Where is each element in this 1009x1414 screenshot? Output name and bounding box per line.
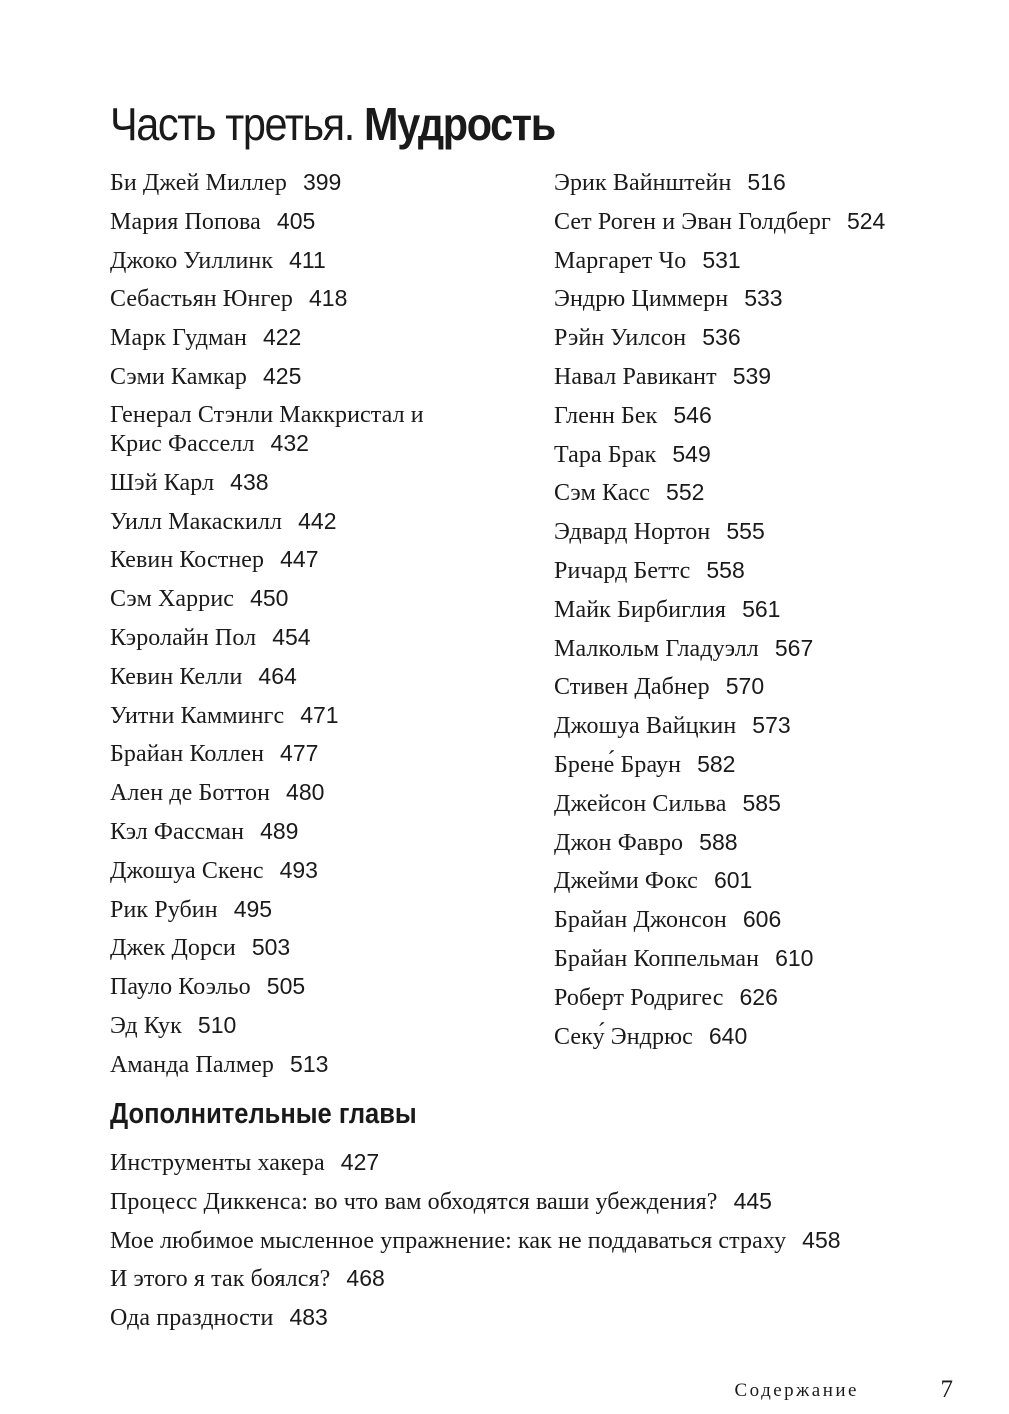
- toc-entry[interactable]: [110, 658, 530, 697]
- toc-entry[interactable]: [110, 541, 530, 580]
- toc-entry-name: Джоко Уиллинк: [110, 247, 274, 274]
- toc-entry-page: 513: [290, 1050, 329, 1077]
- toc-entry-name: Секу́ Эндрюс: [554, 1023, 693, 1050]
- toc-entry-page: 505: [266, 973, 306, 1000]
- toc-entry-name: Сэми Камкар: [110, 363, 248, 390]
- toc-entry[interactable]: [554, 1018, 974, 1057]
- part-name: Мудрость: [364, 98, 555, 150]
- toc-entry-name: Марк Гудман: [110, 325, 247, 352]
- toc-entry-name: Би Джей Миллер: [110, 170, 287, 196]
- toc-entry-name: Ричард Беттс: [554, 557, 691, 584]
- toc-entry[interactable]: [110, 319, 530, 358]
- toc-entry[interactable]: [554, 358, 974, 397]
- toc-entry-page: 516: [747, 169, 786, 195]
- toc-entry-page: 601: [713, 867, 753, 894]
- toc-entry-page: 533: [744, 285, 783, 312]
- toc-entry-page: 546: [673, 401, 712, 428]
- toc-entry-name: Кевин Келли: [110, 663, 243, 690]
- toc-entry-page: 411: [289, 246, 326, 273]
- extra-entry-page: 445: [733, 1187, 772, 1214]
- toc-entry[interactable]: [110, 464, 530, 503]
- toc-entry-page: 573: [752, 712, 791, 739]
- page-footer: [0, 1376, 1009, 1408]
- toc-entry[interactable]: [110, 242, 530, 281]
- toc-entry-page: 480: [286, 779, 325, 806]
- toc-entry[interactable]: [554, 242, 974, 281]
- toc-entry[interactable]: [554, 668, 974, 707]
- toc-entry-page: 610: [775, 944, 814, 971]
- toc-entry[interactable]: [554, 552, 974, 591]
- toc-entry-page: 454: [272, 623, 311, 650]
- toc-entry-page: 471: [300, 701, 339, 728]
- toc-entry-name: Уилл Макаскилл: [110, 508, 283, 535]
- toc-entry[interactable]: [554, 707, 974, 746]
- toc-entry[interactable]: [554, 591, 974, 630]
- extra-section-title: Дополнительные главы: [110, 1098, 417, 1130]
- toc-entry-name: Рик Рубин: [110, 896, 218, 923]
- toc-entry[interactable]: [554, 513, 974, 552]
- toc-entry-page: 552: [666, 479, 705, 506]
- toc-entry[interactable]: [554, 203, 974, 242]
- extra-entry-page: 468: [346, 1265, 385, 1292]
- toc-entry-page: 399: [302, 169, 342, 195]
- toc-entry[interactable]: [110, 397, 440, 464]
- toc-entry-page: 418: [308, 285, 348, 312]
- toc-entry-name: Кевин Костнер: [110, 547, 265, 574]
- toc-entry-name: Брайан Коппельман: [554, 945, 760, 972]
- toc-entry-page: 536: [702, 324, 741, 351]
- toc-left-column: [110, 164, 530, 1085]
- toc-entry-name: Майк Бирбиглия: [554, 596, 727, 623]
- toc-entry-page: 567: [774, 634, 814, 661]
- toc-entry-page: 438: [230, 468, 269, 495]
- toc-entry-name: Джошуа Вайцкин: [554, 713, 737, 740]
- toc-entry-name: Эд Кук: [110, 1012, 182, 1039]
- toc-entry-name: Джон Фавро: [554, 829, 684, 856]
- toc-entry-page: 464: [258, 662, 297, 689]
- extra-entry-name: Инструменты хакера: [110, 1150, 325, 1176]
- toc-entry-page: 531: [702, 246, 741, 273]
- toc-entry[interactable]: [110, 891, 530, 930]
- toc-entry[interactable]: [554, 824, 974, 863]
- extra-entry[interactable]: [110, 1299, 930, 1338]
- toc-entry[interactable]: [554, 940, 974, 979]
- toc-entry-name: Брене́ Браун: [554, 751, 682, 778]
- toc-entry-name: Малкольм Гладуэлл: [554, 635, 759, 662]
- toc-entry-page: 422: [262, 324, 302, 351]
- toc-entry-page: 495: [233, 895, 273, 922]
- toc-entry[interactable]: [554, 319, 974, 358]
- toc-entry-name: Сэм Харрис: [110, 586, 235, 613]
- toc-entry[interactable]: [110, 735, 530, 774]
- toc-entry-name: Рэйн Уилсон: [554, 325, 687, 352]
- toc-entry[interactable]: [110, 503, 530, 542]
- toc-entry-name: Уитни Каммингс: [110, 702, 285, 729]
- toc-entry-name: Джейсон Сильва: [554, 790, 727, 817]
- toc-entry-page: 489: [260, 817, 299, 844]
- extra-entry[interactable]: [110, 1183, 930, 1222]
- part-label: Часть третья.: [110, 98, 354, 150]
- toc-entry-name: Шэй Карл: [110, 469, 215, 496]
- extra-section-list: [110, 1144, 930, 1338]
- toc-entry-page: 425: [263, 362, 302, 389]
- toc-entry-name: Брайан Коллен: [110, 741, 265, 768]
- toc-entry-page: 524: [846, 207, 886, 234]
- toc-entry-page: 582: [697, 750, 736, 777]
- running-footer-label: Содержание: [734, 1380, 859, 1401]
- toc-entry-page: 549: [672, 440, 711, 467]
- extra-entry-page: 458: [802, 1226, 841, 1253]
- toc-entry[interactable]: [110, 1007, 530, 1046]
- toc-entry-name: Кэл Фассман: [110, 818, 245, 845]
- toc-entry[interactable]: [110, 852, 530, 891]
- extra-entry-name: Процесс Диккенса: во что вам обходятся ваши убеждения?: [110, 1188, 718, 1215]
- toc-entry-page: 539: [732, 362, 772, 389]
- extra-entry-name: Ода праздности: [110, 1305, 274, 1332]
- toc-entry[interactable]: [110, 697, 530, 736]
- page-number: 7: [940, 1376, 953, 1403]
- toc-entry-name: Эдвард Нортон: [554, 519, 711, 546]
- toc-entry-name: Джошуа Скенс: [110, 857, 264, 884]
- toc-entry-name: Брайан Джонсон: [554, 907, 727, 934]
- toc-entry-page: 570: [725, 673, 765, 700]
- toc-entry-page: 405: [276, 207, 316, 234]
- toc-entry[interactable]: [110, 164, 530, 203]
- extra-entry[interactable]: [110, 1222, 930, 1261]
- toc-entry-page: 510: [197, 1011, 237, 1038]
- toc-entry-page: 477: [280, 740, 319, 767]
- extra-entry[interactable]: [110, 1144, 930, 1183]
- part-title: [110, 96, 555, 152]
- toc-entry-name: Роберт Родригес: [554, 984, 724, 1011]
- toc-entry-name: Ален де Боттон: [110, 780, 271, 807]
- toc-entry-name: Себастьян Юнгер: [110, 286, 293, 313]
- toc-entry-page: 447: [280, 546, 319, 573]
- toc-entry[interactable]: [110, 929, 530, 968]
- toc-entry[interactable]: [110, 619, 530, 658]
- toc-entry-page: 626: [739, 983, 778, 1010]
- toc-entry-name: Джек Дорси: [110, 935, 236, 962]
- toc-entry-name: Кэролайн Пол: [110, 624, 257, 651]
- toc-entry[interactable]: [110, 1046, 530, 1085]
- toc-entry[interactable]: [554, 164, 974, 203]
- toc-entry[interactable]: [110, 968, 530, 1007]
- toc-entry[interactable]: [110, 580, 530, 619]
- toc-entry[interactable]: [554, 280, 974, 319]
- toc-entry-name: Маргарет Чо: [554, 247, 687, 274]
- toc-entry-page: 555: [726, 518, 765, 545]
- toc-entry-page: 442: [298, 507, 337, 534]
- toc-entry-page: 503: [251, 934, 291, 961]
- toc-entry[interactable]: [110, 774, 530, 813]
- toc-entry-page: 561: [742, 595, 781, 622]
- toc-entry-page: 585: [742, 789, 781, 816]
- toc-entry-name: Эрик Вайнштейн: [554, 170, 732, 196]
- toc-entry[interactable]: [554, 785, 974, 824]
- toc-entry[interactable]: [554, 979, 974, 1018]
- toc-entry-page: 588: [699, 828, 738, 855]
- toc-entry[interactable]: [110, 280, 530, 319]
- toc-entry-name: Навал Равикант: [554, 363, 717, 390]
- extra-entry[interactable]: [110, 1260, 930, 1299]
- extra-entry-page: 427: [340, 1149, 380, 1175]
- toc-entry[interactable]: [110, 358, 530, 397]
- toc-entry-name: Аманда Палмер: [110, 1051, 275, 1078]
- toc-entry[interactable]: [110, 203, 530, 242]
- toc-entry-name: Сет Роген и Эван Голдберг: [554, 208, 831, 235]
- toc-entry[interactable]: [554, 862, 974, 901]
- toc-entry-page: 493: [279, 856, 318, 883]
- toc-entry-name: Генерал Стэнли Маккристал и Крис Фасселл: [110, 401, 424, 457]
- toc-entry[interactable]: [554, 901, 974, 940]
- toc-entry-page: 640: [708, 1022, 748, 1049]
- toc-entry-page: 432: [270, 429, 309, 456]
- toc-entry-name: Стивен Дабнер: [554, 674, 710, 701]
- extra-entry-name: И этого я так боялся?: [110, 1266, 331, 1293]
- toc-right-column: [554, 164, 974, 1056]
- toc-entry-page: 558: [706, 556, 745, 583]
- toc-entry-page: 606: [742, 906, 782, 933]
- toc-entry-name: Пауло Коэльо: [110, 974, 251, 1001]
- extra-entry-name: Мое любимое мысленное упражнение: как не поддаваться страху: [110, 1227, 787, 1254]
- toc-entry[interactable]: [554, 474, 974, 513]
- toc-entry[interactable]: [554, 746, 974, 785]
- toc-entry-name: Джейми Фокс: [554, 868, 698, 895]
- toc-entry-name: Эндрю Циммерн: [554, 286, 729, 313]
- toc-entry[interactable]: [110, 813, 530, 852]
- toc-entry[interactable]: [554, 630, 974, 669]
- toc-entry-name: Тара Брак: [554, 441, 657, 468]
- extra-entry-page: 483: [289, 1304, 328, 1331]
- toc-entry[interactable]: [554, 436, 974, 475]
- toc-entry-name: Гленн Бек: [554, 402, 658, 429]
- toc-entry[interactable]: [554, 397, 974, 436]
- toc-entry-name: Мария Попова: [110, 208, 261, 235]
- toc-entry-page: 450: [250, 585, 289, 612]
- toc-entry-name: Сэм Касс: [554, 480, 651, 507]
